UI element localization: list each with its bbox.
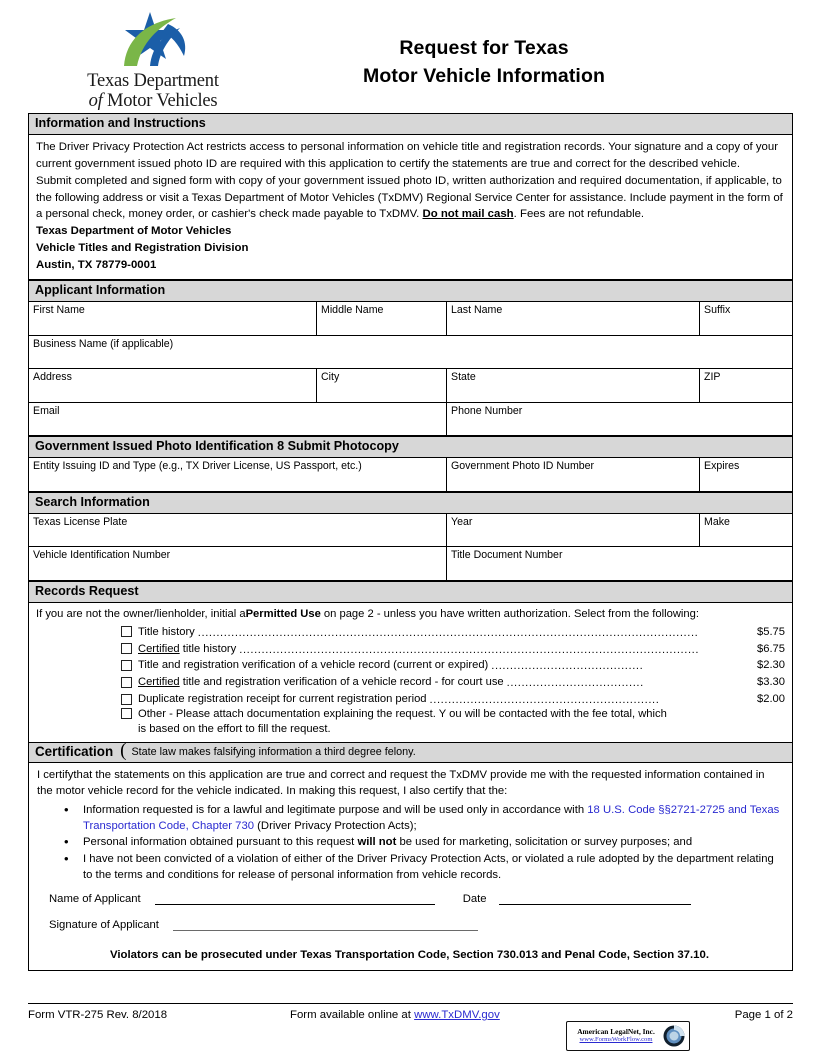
table-row (29, 369, 793, 402)
checkbox-icon[interactable] (121, 677, 132, 688)
field-address[interactable]: Address (29, 369, 317, 402)
logo-line-2 (87, 92, 219, 112)
option-label-rest: title and registration verification of a vehicle record - for court use (179, 676, 504, 689)
certified-emphasis: Certified (138, 676, 180, 689)
signature-of-applicant-input[interactable] (173, 919, 478, 931)
records-option-certified-title-registration-verification[interactable] (36, 675, 785, 690)
applicant-name-table (28, 302, 793, 336)
field-state[interactable]: State (447, 369, 700, 402)
field-expires[interactable]: Expires (700, 458, 793, 491)
option-label (138, 642, 236, 657)
footer-row (28, 1004, 793, 1021)
form-body (28, 113, 793, 971)
info-paragraph-1: The Driver Privacy Protection Act restricts access to personal information on vehicle title and registration records. Your signature and a copy of your current government issued photo ID are required with this application to certify the statements are true and correct for the described vehicle. (36, 141, 779, 170)
business-name-table (28, 336, 793, 370)
intro-part-b: on page 2 - unless you have written authorization. Select from the following: (320, 608, 699, 621)
signature-area (37, 883, 782, 947)
info-paragraph-2 (36, 173, 785, 223)
records-option-other-line-2: is based on the effort to fill the request. (138, 722, 331, 735)
contact-table (28, 403, 793, 437)
date-label: Date (462, 893, 487, 906)
form-id-label: Form VTR-275 Rev. 8/2018 (28, 1009, 168, 1021)
option-fee: $6.75 (757, 642, 785, 655)
certification-block (28, 763, 793, 972)
option-fee: $2.00 (757, 693, 785, 706)
date-input[interactable] (499, 893, 691, 905)
address-table (28, 369, 793, 403)
field-title-document-number[interactable]: Title Document Number (447, 547, 793, 580)
field-zip[interactable]: ZIP (700, 369, 793, 402)
bullet1-part-b: (Driver Privacy Protection Acts); (254, 819, 417, 832)
field-last-name[interactable]: Last Name (447, 302, 700, 335)
field-year[interactable]: Year (447, 514, 700, 547)
txdmv-website-link[interactable]: www.TxDMV.gov (414, 1009, 500, 1021)
do-not-mail-cash-emphasis: Do not mail cash (422, 208, 514, 221)
online-part-a: Form available online at (290, 1009, 415, 1021)
stamp-text (570, 1028, 662, 1044)
records-option-duplicate-registration-receipt[interactable] (36, 692, 785, 707)
option-fee: $3.30 (757, 676, 785, 689)
field-suffix[interactable]: Suffix (700, 302, 793, 335)
bullet2-part-a: Personal information obtained pursuant to this request (83, 836, 358, 849)
option-label-rest: title history (179, 642, 237, 655)
name-of-applicant-label: Name of Applicant (49, 893, 141, 906)
signature-of-applicant-label: Signature of Applicant (49, 919, 159, 932)
intro-part-a: If you are not the owner/lienholder, initial a (36, 608, 246, 621)
table-row (29, 458, 793, 491)
records-option-title-history[interactable] (36, 625, 785, 640)
star-swoosh-icon (110, 12, 196, 70)
dot-leader: ..................................... (506, 677, 644, 690)
stamp-line-2[interactable]: www.FormsWorkFlow.com (579, 1036, 653, 1044)
bullet1-part-a: Information requested is for a lawful and legitimate purpose and will be used only in accordance with (83, 803, 588, 816)
stamp-line-1: American LegalNet, Inc. (577, 1026, 655, 1036)
table-row (29, 514, 793, 547)
information-instructions-block (28, 135, 793, 280)
page-number-label: Page 1 of 2 (734, 1009, 793, 1021)
search-plate-table (28, 514, 793, 548)
name-date-row (49, 893, 782, 905)
option-label: Title history (138, 625, 195, 638)
american-legalnet-stamp (566, 1021, 690, 1051)
page-title (256, 12, 792, 91)
checkbox-icon[interactable] (121, 708, 132, 719)
mailing-address-line-3: Austin, TX 78779-0001 (36, 259, 157, 272)
option-label (138, 675, 504, 690)
will-not-emphasis: will not (357, 836, 397, 849)
bullet2-part-b: be used for marketing, solicitation or survey purposes; and (396, 836, 693, 849)
section-header-photo-id: Government Issued Photo Identification 8 Submit Photocopy (28, 436, 793, 458)
field-middle-name[interactable]: Middle Name (317, 302, 447, 335)
records-option-certified-title-history[interactable] (36, 642, 785, 657)
info-p2-part-a: Submit completed and signed form with copy of your government issued photo ID, written authorization and required documentation, if applicable, to the following address or visit a Texas Department of Motor Vehicles (TxDMV) Regional Service Center for assistance. Include payment in the form of a personal check, money order, or cashier's check made payable to TxDMV. (36, 174, 783, 221)
records-request-block (28, 603, 793, 742)
field-first-name[interactable]: First Name (29, 302, 317, 335)
checkbox-icon[interactable] (121, 643, 132, 654)
name-of-applicant-input[interactable] (155, 893, 435, 905)
option-fee: $2.30 (757, 659, 785, 672)
dot-leader: .............................................................. (429, 694, 660, 707)
checkbox-icon[interactable] (121, 660, 132, 671)
page-header (0, 0, 816, 112)
statute-link[interactable]: 18 U.S. Code §§2721-2725 and Texas Transportation Code, Chapter 730 (83, 803, 780, 832)
certification-intro: I certifythat the statements on this application are true and correct and request the TxDMV provide me with the requested information contained in the motor vehicle record for the vehicle indicated. In making this request, I also certify that the: (37, 768, 765, 797)
records-option-title-registration-verification[interactable] (36, 658, 785, 673)
table-row (29, 403, 793, 436)
txdmv-logo (24, 12, 256, 112)
table-row (29, 302, 793, 335)
field-texas-license-plate[interactable]: Texas License Plate (29, 514, 447, 547)
field-business-name[interactable]: Business Name (if applicable) (29, 336, 793, 369)
option-label: Title and registration verification of a vehicle record (current or expired) (138, 659, 489, 672)
form-online-text (290, 1009, 698, 1021)
certification-title: Certification (35, 744, 114, 760)
certified-emphasis: Certified (138, 642, 180, 655)
field-vehicle-identification-number[interactable]: Vehicle Identification Number (29, 547, 447, 580)
logo-mv: Motor Vehicles (107, 90, 218, 111)
dot-leader: ....................................................................................................................................... (197, 626, 699, 639)
page-title-line-2: Motor Vehicle Information (363, 65, 605, 88)
checkbox-icon[interactable] (121, 626, 132, 637)
field-email[interactable]: Email (29, 403, 447, 436)
section-header-information: Information and Instructions (28, 113, 793, 135)
option-label: Duplicate registration receipt for current registration period (138, 693, 427, 706)
photo-id-table (28, 458, 793, 492)
page-footer (28, 1003, 793, 1044)
search-vin-table (28, 547, 793, 581)
section-header-records-request: Records Request (28, 581, 793, 603)
logo-of: of (88, 90, 103, 111)
section-header-certification (28, 740, 793, 763)
field-make[interactable]: Make (700, 514, 793, 547)
mailing-address-line-1: Texas Department of Motor Vehicles (36, 224, 232, 237)
field-entity-issuing-id[interactable]: Entity Issuing ID and Type (e.g., TX Driver License, US Passport, etc.) (29, 458, 447, 491)
certification-bullets (37, 802, 782, 883)
info-p2-part-b: . Fees are not refundable. (513, 208, 645, 221)
section-header-search: Search Information (28, 492, 793, 514)
section-header-applicant: Applicant Information (28, 280, 793, 302)
signature-row (49, 919, 782, 931)
table-row (29, 547, 793, 580)
field-phone-number[interactable]: Phone Number (447, 403, 793, 436)
brace-glyph: ( (120, 740, 127, 762)
logo-line-1: Texas Department (87, 71, 219, 91)
records-option-other[interactable] (36, 707, 785, 722)
option-fee: $5.75 (757, 625, 785, 638)
list-item (37, 802, 782, 834)
table-row (29, 336, 793, 369)
logo-wordmark (87, 72, 219, 112)
field-city[interactable]: City (317, 369, 447, 402)
certification-subtitle: State law makes falsifying information a third degree felony. (131, 746, 416, 759)
legalnet-swirl-icon (662, 1024, 686, 1048)
list-item: • I have not been convicted of a violation of either of the Driver Privacy Protection Acts, or violated a rule adopted by the department relating to the terms and conditions for release of personal information from vehicle records. (37, 851, 782, 883)
permitted-use-emphasis: Permitted Use (245, 608, 321, 621)
dot-leader: ......................................... (491, 660, 644, 673)
records-request-intro (36, 607, 785, 622)
checkbox-icon[interactable] (121, 694, 132, 705)
dot-leader: ............................................................................................................................ (239, 643, 700, 656)
list-item (37, 834, 782, 850)
violators-warning: Violators can be prosecuted under Texas Transportation Code, Section 730.013 and Penal Code, Section 37.10. (109, 949, 710, 962)
mailing-address-line-2: Vehicle Titles and Registration Division (36, 241, 249, 254)
page-title-line-1: Request for Texas (399, 37, 569, 59)
field-government-photo-id-number[interactable]: Government Photo ID Number (447, 458, 700, 491)
option-label: Other - Please attach documentation explaining the request. Y ou will be contacted with the fee total, which (138, 707, 667, 720)
